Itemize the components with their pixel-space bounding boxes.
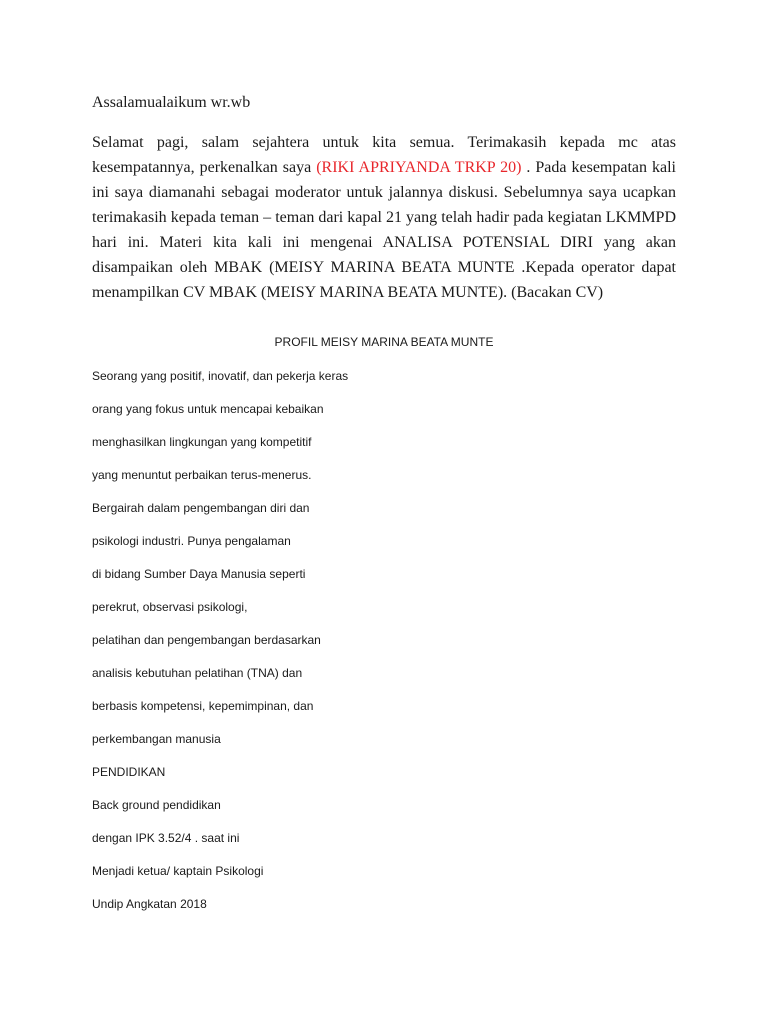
profile-line: Menjadi ketua/ kaptain Psikologi [92,864,264,878]
profile-line: dengan IPK 3.52/4 . saat ini [92,831,240,845]
profile-line: perkembangan manusia [92,732,221,746]
education-heading: PENDIDIKAN [92,765,166,779]
profile-line: analisis kebutuhan pelatihan (TNA) dan [92,666,303,680]
intro-paragraph [92,130,676,305]
profile-title: PROFIL MEISY MARINA BEATA MUNTE [274,335,494,349]
profile-line: yang menuntut perbaikan terus-menerus. [92,468,312,482]
profile-line: psikologi industri. Punya pengalaman [92,534,291,548]
profile-line: orang yang fokus untuk mencapai kebaikan [92,402,324,416]
intro-text-part2: . Pada kesempatan kali ini saya diamanahi sebagai moderator untuk jalannya diskusi. Sebelumnya saya ucapkan terimakasih kepada teman – teman dari kapal 21 yang telah hadir pada kegiatan LKMMPD hari ini. Materi kita kali ini mengenai ANALISA POTENSIAL DIRI yang akan disampaikan oleh MBAK (MEISY MARINA BEATA MUNTE .Kepada operator dapat menampilkan CV MBAK (MEISY MARINA BEATA MUNTE). (Bacakan CV) [92,159,676,301]
profile-line: pelatihan dan pengembangan berdasarkan [92,633,321,647]
profile-line: Back ground pendidikan [92,798,221,812]
intro-text-part1: Selamat pagi, salam sejahtera untuk kita semua. Terimakasih kepada mc atas kesempatannya, perkenalkan saya [92,134,676,176]
profile-line: berbasis kompetensi, kepemimpinan, dan [92,699,314,713]
profile-line: Seorang yang positif, inovatif, dan pekerja keras [92,369,349,383]
profile-line: Undip Angkatan 2018 [92,897,207,911]
profile-line: Bergairah dalam pengembangan diri dan [92,501,310,515]
profile-line: di bidang Sumber Daya Manusia seperti [92,567,306,581]
greeting: Assalamualaikum wr.wb [92,94,251,111]
profile-line: menghasilkan lingkungan yang kompetitif [92,435,312,449]
profile-lines [92,367,348,928]
profile-line: perekrut, observasi psikologi, [92,600,248,614]
moderator-name-highlight: (RIKI APRIYANDA TRKP 20) [316,159,522,176]
